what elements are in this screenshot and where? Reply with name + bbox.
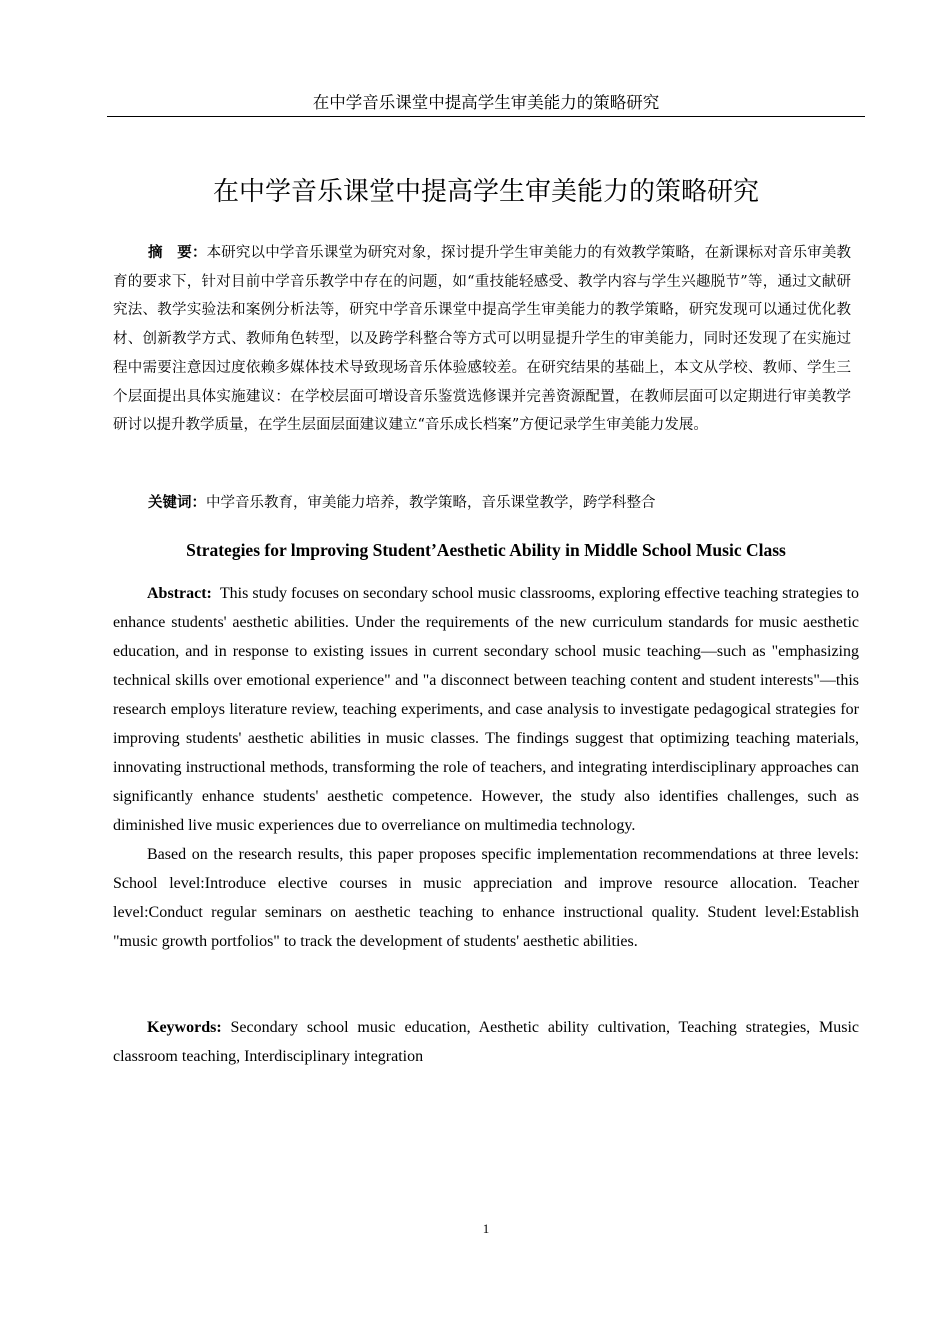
running-header: 在中学音乐课堂中提高学生审美能力的策略研究 [312,93,660,112]
english-abstract-text-1: This study focuses on secondary school music classrooms, exploring effective teaching strategies to enhance students' aesthetic abilities. Under the requirements of the new curriculum standards for music aesthetic education, and in response to existing issues in current secondary school music teaching—such as "emphasizing technical skills over emotional experience" and "a disconnect between teaching content and student interests"—this research employs literature review, teaching experiments, and case analysis to investigate pedagogical strategies for improving students' aesthetic abilities in music classes. The findings suggest that optimizing teaching materials, innovating instructional methods, transforming the role of teachers, and integrating interdisciplinary approaches can significantly enhance students' aesthetic competence. However, the study also identifies challenges, such as diminished live music experiences due to overreliance on multimedia technology. [113,585,860,834]
header-rule [107,116,865,117]
chinese-title: 在中学音乐课堂中提高学生审美能力的策略研究 [212,177,759,207]
english-title: Strategies for lmproving Student’Aesthetic Ability in Middle School Music Class [186,540,786,560]
english-abstract-paragraph-2: Based on the research results, this paper proposes specific implementation recommendations at three levels: School level:Introduce elective courses in music appreciation and improve resource allocation. Teacher level:Conduct regular seminars on aesthetic teaching to enhance instructional quality. Student level:Establish "music growth portfolios" to track the development of students' aesthetic abilities. [113,846,859,950]
english-abstract-paragraph-1 [113,579,859,840]
english-abstract [113,579,859,956]
chinese-keywords-label: 关键词： [148,495,206,511]
english-keywords-text: Secondary school music education, Aesthetic ability cultivation, Teaching strategies, Music classroom teaching, Interdisciplinary integration [113,1019,860,1065]
chinese-abstract-text: 本研究以中学音乐课堂为研究对象，探讨提升学生审美能力的有效教学策略，在新课标对音乐审美教育的要求下，针对目前中学音乐教学中存在的问题，如“重技能轻感受、教学内容与学生兴趣脱节”等，通过文献研究法、教学实验法和案例分析法等，研究中学音乐课堂中提高学生审美能力的教学策略，研究发现可以通过优化教材、创新教学方式、教师角色转型，以及跨学科整合等方式可以明显提升学生的审美能力，同时还发现了在实施过程中需要注意因过度依赖多媒体技术导致现场音乐体验感较差。在研究结果的基础上，本文从学校、教师、学生三个层面提出具体实施建议：在学校层面可增设音乐鉴赏选修课并完善资源配置，在教师层面可以定期进行审美教学研讨以提升教学质量，在学生层面层面建议建立“音乐成长档案”方便记录学生审美能力发展。 [113,245,852,434]
english-keywords-label: Keywords: [147,1019,222,1036]
chinese-keywords-text: 中学音乐教育，审美能力培养，教学策略，音乐课堂教学，跨学科整合 [206,495,656,511]
chinese-abstract-label: 摘 要： [148,245,207,261]
page-number: 1 [482,1221,490,1236]
english-keywords [113,1013,859,1071]
english-abstract-label: Abstract: [147,585,212,602]
chinese-abstract [113,239,851,440]
chinese-keywords [113,489,851,517]
